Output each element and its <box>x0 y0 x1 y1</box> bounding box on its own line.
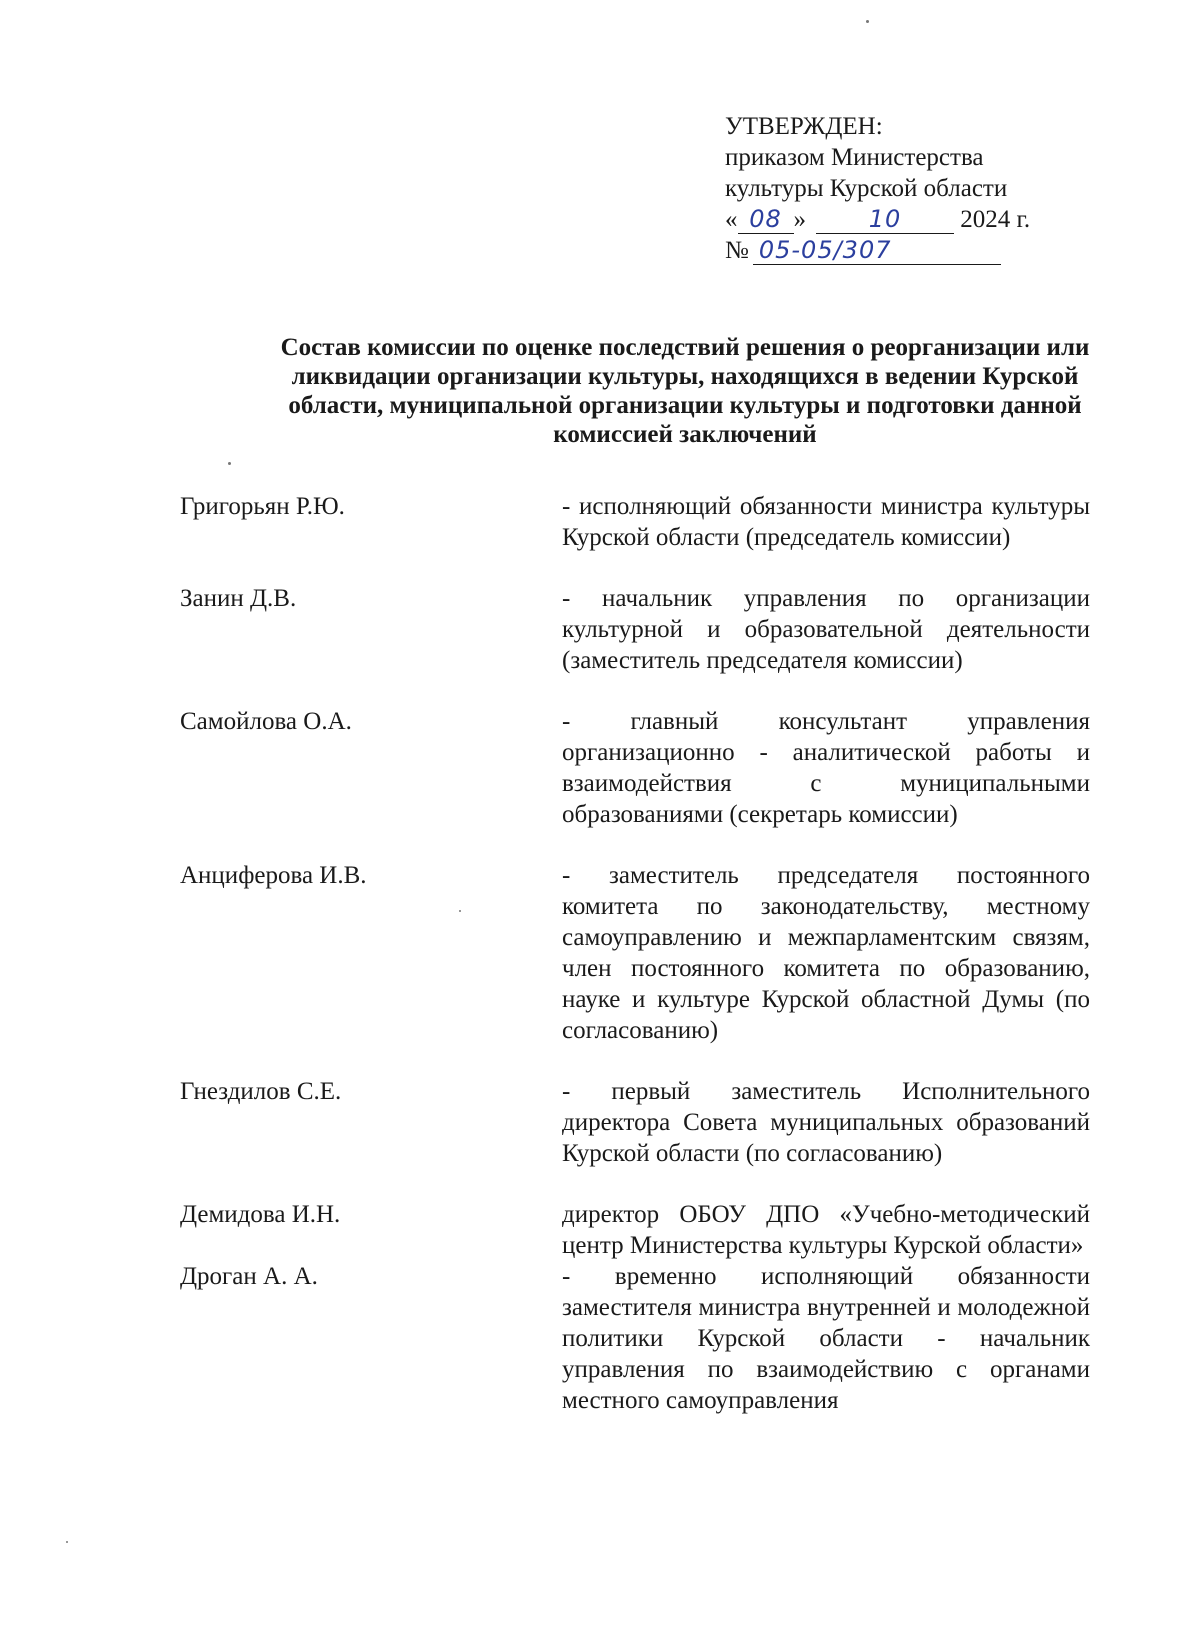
member-role: - первый заместитель Исполнительного директора Совета муниципальных образований Курской области (по согласованию) <box>562 1078 1090 1167</box>
member-role: - главный консультант управления организационно - аналитической работы и взаимодействия с муниципальными образованиями (секретарь комиссии) <box>562 708 1090 828</box>
commission-members-list <box>180 491 1090 1416</box>
title-line-3: области, муниципальной организации культуры и подготовки данной <box>288 392 1082 419</box>
document-title <box>220 333 1150 449</box>
member-name: Анциферова И.В. <box>180 862 367 889</box>
approval-order-line: приказом Министерства <box>725 144 984 171</box>
member-name: Григорьян Р.Ю. <box>180 493 345 520</box>
date-year: 2024 г. <box>960 206 1031 233</box>
member-row <box>180 491 1090 553</box>
approval-date-line <box>725 204 1055 235</box>
member-name: Демидова И.Н. <box>180 1201 341 1228</box>
number-sign: № <box>725 237 749 264</box>
approval-block <box>725 111 1055 266</box>
member-role: - начальник управления по организации культурной и образовательной деятельности (заместитель председателя комиссии) <box>562 585 1090 674</box>
member-row <box>180 583 1090 676</box>
date-open-quote: « <box>725 206 738 233</box>
member-role: - заместитель председателя постоянного комитета по законодательству, местному самоуправлению и межпарламентским связям, член постоянного комитета по образованию, науке и культуре Курской областной Думы (по согласованию) <box>562 862 1090 1044</box>
approval-heading: УТВЕРЖДЕН: <box>725 113 883 140</box>
date-day-handwritten: 08 <box>749 205 782 233</box>
member-row <box>180 1261 1090 1416</box>
date-month-handwritten: 10 <box>868 205 902 233</box>
member-role: директор ОБОУ ДПО «Учебно-методический центр Министерства культуры Курской области» <box>562 1201 1090 1259</box>
member-role: - исполняющий обязанности министра культуры Курской области (председатель комиссии) <box>562 493 1090 551</box>
member-name: Гнездилов С.Е. <box>180 1078 342 1105</box>
title-line-2: ликвидации организации культуры, находящихся в ведении Курской <box>291 363 1079 390</box>
scan-speck <box>459 910 461 912</box>
date-close-quote: » <box>793 206 806 233</box>
scan-speck <box>866 20 869 23</box>
order-number-field <box>753 237 1001 265</box>
member-row <box>180 1076 1090 1169</box>
approval-number-line <box>725 235 1055 266</box>
order-number-handwritten: 05-05/307 <box>758 236 892 264</box>
scan-speck <box>66 1541 68 1543</box>
member-row <box>180 706 1090 830</box>
member-role: - временно исполняющий обязанности заместителя министра внутренней и молодежной политики Курской области - начальник управления по взаимодействию с органами местного самоуправления <box>562 1263 1090 1414</box>
member-row <box>180 1199 1090 1261</box>
title-line-4: комиссией заключений <box>553 421 817 448</box>
scan-speck <box>228 462 231 465</box>
member-name: Дроган А. А. <box>180 1263 318 1290</box>
member-row <box>180 860 1090 1046</box>
date-month-field <box>816 206 954 234</box>
member-name: Занин Д.В. <box>180 585 297 612</box>
title-line-1: Состав комиссии по оценке последствий решения о реорганизации или <box>280 334 1090 361</box>
date-day-field <box>738 206 794 234</box>
member-name: Самойлова О.А. <box>180 708 352 735</box>
approval-ministry-line: культуры Курской области <box>725 175 1008 202</box>
